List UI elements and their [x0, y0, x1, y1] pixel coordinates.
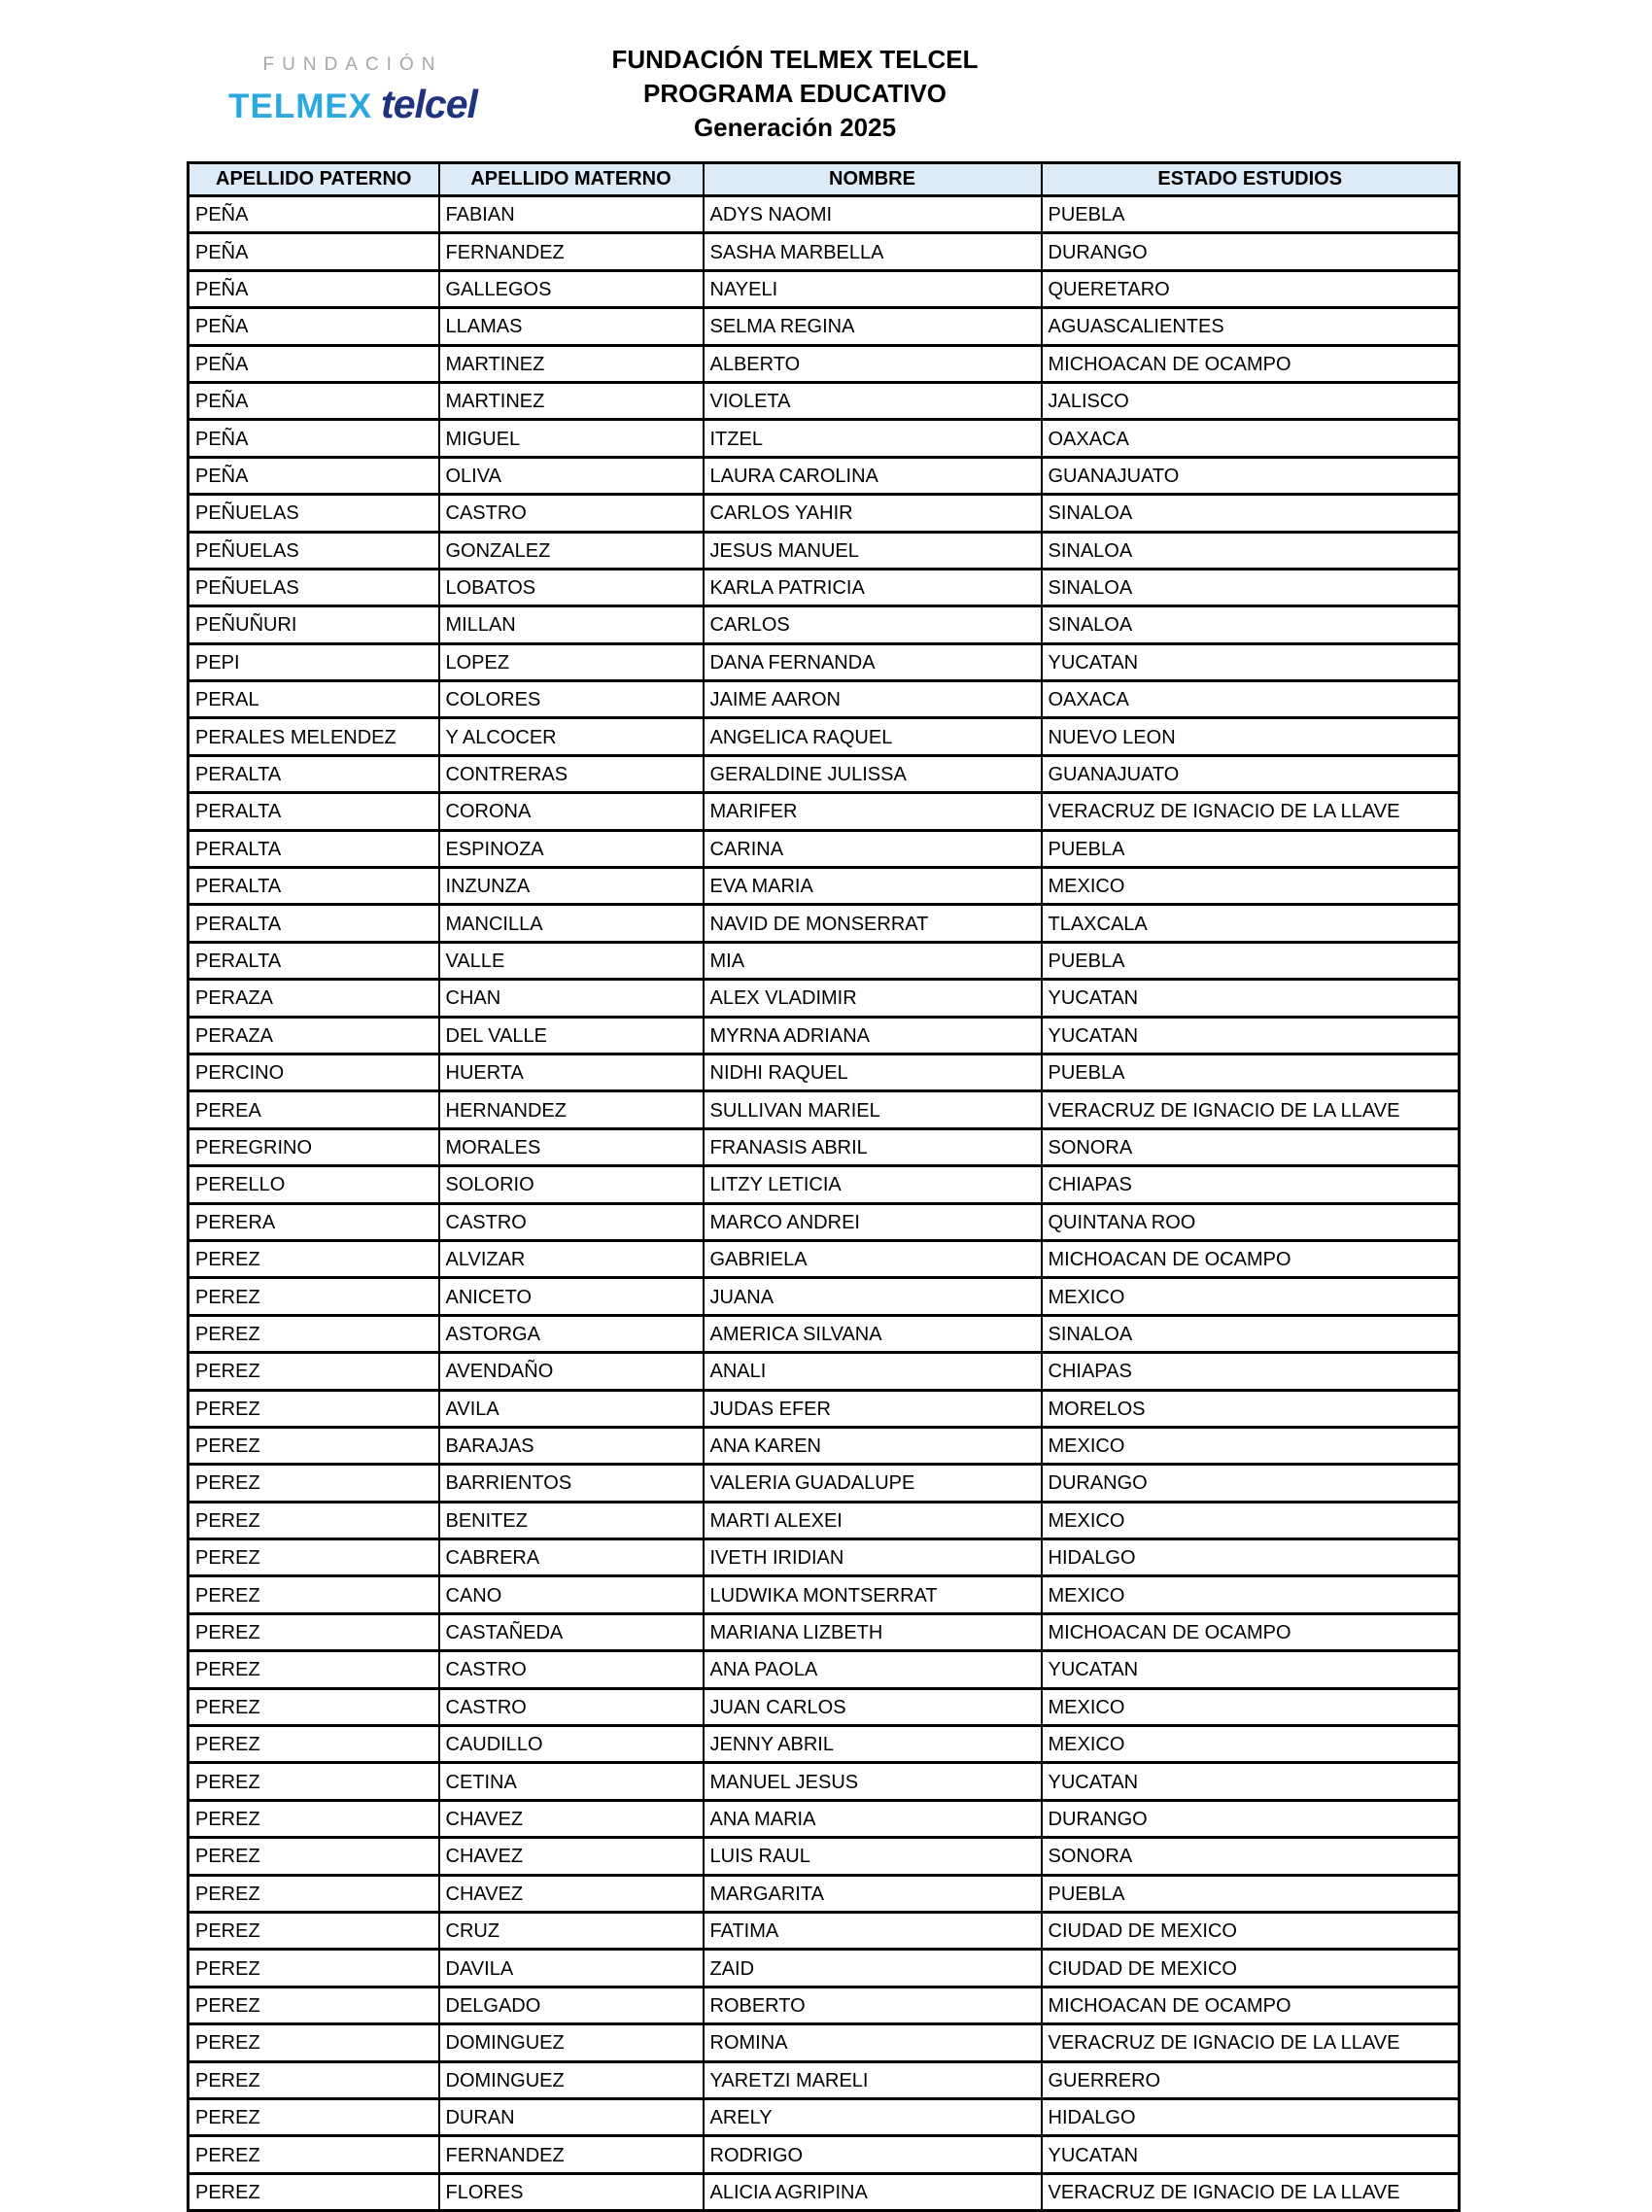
- table-row: [189, 532, 1460, 569]
- cell-apellido-materno: DAVILA: [439, 1950, 704, 1987]
- table-row: [189, 382, 1460, 419]
- table-row: [189, 233, 1460, 270]
- cell-estado-estudios: VERACRUZ DE IGNACIO DE LA LLAVE: [1042, 2024, 1460, 2061]
- table-row: [189, 905, 1460, 942]
- table-row: [189, 2136, 1460, 2173]
- cell-nombre: ANGELICA RAQUEL: [704, 718, 1042, 755]
- cell-apellido-materno: LOPEZ: [439, 643, 704, 680]
- cell-apellido-materno: MIGUEL: [439, 420, 704, 457]
- telmex-telcel-logo: [222, 54, 484, 127]
- cell-nombre: YARETZI MARELI: [704, 2061, 1042, 2098]
- cell-estado-estudios: MEXICO: [1042, 1502, 1460, 1538]
- cell-apellido-paterno: PEREZ: [189, 2061, 439, 2098]
- cell-nombre: MARCO ANDREI: [704, 1203, 1042, 1240]
- table-row: [189, 830, 1460, 867]
- cell-nombre: FATIMA: [704, 1912, 1042, 1949]
- cell-apellido-paterno: PEÑA: [189, 420, 439, 457]
- cell-apellido-paterno: PERALTA: [189, 905, 439, 942]
- logo-fundacion-text: FUNDACIÓN: [262, 54, 443, 75]
- table-row: [189, 643, 1460, 680]
- cell-nombre: CARLOS YAHIR: [704, 495, 1042, 532]
- cell-estado-estudios: MORELOS: [1042, 1390, 1460, 1427]
- cell-apellido-paterno: PEREZ: [189, 2173, 439, 2210]
- cell-estado-estudios: MICHOACAN DE OCAMPO: [1042, 1987, 1460, 2023]
- cell-estado-estudios: VERACRUZ DE IGNACIO DE LA LLAVE: [1042, 2173, 1460, 2210]
- cell-apellido-materno: CAUDILLO: [439, 1726, 704, 1763]
- cell-apellido-materno: CASTRO: [439, 1203, 704, 1240]
- cell-apellido-materno: CHAVEZ: [439, 1800, 704, 1837]
- cell-apellido-materno: ALVIZAR: [439, 1240, 704, 1277]
- table-row: [189, 1390, 1460, 1427]
- cell-apellido-paterno: PEÑA: [189, 196, 439, 233]
- cell-estado-estudios: MEXICO: [1042, 868, 1460, 905]
- cell-estado-estudios: MEXICO: [1042, 1427, 1460, 1464]
- table-row: [189, 1726, 1460, 1763]
- cell-apellido-materno: AVENDAÑO: [439, 1353, 704, 1390]
- cell-apellido-materno: CASTRO: [439, 495, 704, 532]
- table-row: [189, 942, 1460, 979]
- cell-nombre: CARLOS: [704, 606, 1042, 643]
- cell-apellido-paterno: PEREZ: [189, 1912, 439, 1949]
- header-apellido-paterno: APELLIDO PATERNO: [189, 163, 439, 196]
- cell-apellido-materno: CANO: [439, 1576, 704, 1613]
- cell-apellido-paterno: PEREZ: [189, 1763, 439, 1800]
- cell-estado-estudios: PUEBLA: [1042, 830, 1460, 867]
- table-row: [189, 2061, 1460, 2098]
- table-body: [189, 196, 1460, 2211]
- cell-apellido-materno: HUERTA: [439, 1054, 704, 1090]
- cell-apellido-materno: DEL VALLE: [439, 1017, 704, 1054]
- cell-nombre: LUDWIKA MONTSERRAT: [704, 1576, 1042, 1613]
- cell-apellido-materno: CASTRO: [439, 1688, 704, 1725]
- cell-apellido-materno: INZUNZA: [439, 868, 704, 905]
- cell-nombre: ANA PAOLA: [704, 1651, 1042, 1688]
- cell-estado-estudios: AGUASCALIENTES: [1042, 308, 1460, 345]
- cell-apellido-paterno: PEREZ: [189, 1427, 439, 1464]
- cell-estado-estudios: GUANAJUATO: [1042, 755, 1460, 792]
- table-row: [189, 1502, 1460, 1538]
- cell-apellido-materno: OLIVA: [439, 457, 704, 494]
- cell-estado-estudios: OAXACA: [1042, 420, 1460, 457]
- cell-estado-estudios: JALISCO: [1042, 382, 1460, 419]
- cell-estado-estudios: HIDALGO: [1042, 1539, 1460, 1576]
- cell-nombre: MARGARITA: [704, 1875, 1042, 1912]
- cell-apellido-paterno: PEREZ: [189, 1987, 439, 2023]
- cell-nombre: JAIME AARON: [704, 681, 1042, 718]
- cell-nombre: MIA: [704, 942, 1042, 979]
- cell-apellido-materno: HERNANDEZ: [439, 1091, 704, 1128]
- document-title: [581, 43, 1009, 145]
- cell-apellido-paterno: PEÑA: [189, 345, 439, 382]
- cell-estado-estudios: DURANGO: [1042, 1800, 1460, 1837]
- cell-estado-estudios: HIDALGO: [1042, 2098, 1460, 2135]
- title-line-3: Generación 2025: [693, 113, 897, 142]
- cell-nombre: MARIFER: [704, 793, 1042, 830]
- cell-apellido-materno: ANICETO: [439, 1278, 704, 1315]
- cell-apellido-materno: CHAVEZ: [439, 1838, 704, 1875]
- students-table: [187, 161, 1461, 2212]
- cell-estado-estudios: YUCATAN: [1042, 980, 1460, 1017]
- cell-estado-estudios: MEXICO: [1042, 1576, 1460, 1613]
- cell-apellido-paterno: PEREZ: [189, 1651, 439, 1688]
- cell-apellido-paterno: PEREZ: [189, 1688, 439, 1725]
- cell-estado-estudios: DURANGO: [1042, 233, 1460, 270]
- cell-apellido-paterno: PERAZA: [189, 1017, 439, 1054]
- cell-estado-estudios: MICHOACAN DE OCAMPO: [1042, 345, 1460, 382]
- cell-apellido-materno: COLORES: [439, 681, 704, 718]
- cell-nombre: NIDHI RAQUEL: [704, 1054, 1042, 1090]
- title-line-1: FUNDACIÓN TELMEX TELCEL: [611, 45, 979, 74]
- table-header-row: [189, 163, 1460, 196]
- cell-estado-estudios: SINALOA: [1042, 1315, 1460, 1352]
- table-row: [189, 569, 1460, 605]
- cell-apellido-paterno: PERAL: [189, 681, 439, 718]
- table-row: [189, 980, 1460, 1017]
- cell-estado-estudios: GUERRERO: [1042, 2061, 1460, 2098]
- table-row: [189, 308, 1460, 345]
- cell-apellido-materno: CASTAÑEDA: [439, 1613, 704, 1650]
- cell-nombre: IVETH IRIDIAN: [704, 1539, 1042, 1576]
- cell-apellido-materno: MARTINEZ: [439, 382, 704, 419]
- cell-apellido-materno: SOLORIO: [439, 1166, 704, 1203]
- cell-nombre: NAVID DE MONSERRAT: [704, 905, 1042, 942]
- cell-nombre: ROMINA: [704, 2024, 1042, 2061]
- cell-estado-estudios: YUCATAN: [1042, 643, 1460, 680]
- cell-apellido-paterno: PEREZ: [189, 1950, 439, 1987]
- cell-nombre: SULLIVAN MARIEL: [704, 1091, 1042, 1128]
- cell-nombre: SASHA MARBELLA: [704, 233, 1042, 270]
- cell-apellido-paterno: PEÑUELAS: [189, 532, 439, 569]
- table-row: [189, 1800, 1460, 1837]
- cell-estado-estudios: YUCATAN: [1042, 2136, 1460, 2173]
- cell-apellido-paterno: PEREZ: [189, 2136, 439, 2173]
- table-row: [189, 420, 1460, 457]
- cell-estado-estudios: YUCATAN: [1042, 1763, 1460, 1800]
- cell-apellido-materno: CONTRERAS: [439, 755, 704, 792]
- cell-apellido-materno: MANCILLA: [439, 905, 704, 942]
- cell-apellido-paterno: PEÑA: [189, 308, 439, 345]
- cell-apellido-paterno: PERAZA: [189, 980, 439, 1017]
- cell-estado-estudios: SINALOA: [1042, 532, 1460, 569]
- title-line-2: PROGRAMA EDUCATIVO: [643, 79, 946, 108]
- table-row: [189, 1613, 1460, 1650]
- cell-apellido-materno: FERNANDEZ: [439, 2136, 704, 2173]
- cell-apellido-paterno: PERALTA: [189, 942, 439, 979]
- cell-apellido-paterno: PERALES MELENDEZ: [189, 718, 439, 755]
- cell-estado-estudios: CIUDAD DE MEXICO: [1042, 1950, 1460, 1987]
- cell-estado-estudios: SINALOA: [1042, 495, 1460, 532]
- cell-nombre: ALEX VLADIMIR: [704, 980, 1042, 1017]
- cell-apellido-paterno: PEÑA: [189, 382, 439, 419]
- cell-apellido-materno: BARAJAS: [439, 1427, 704, 1464]
- cell-apellido-materno: ESPINOZA: [439, 830, 704, 867]
- cell-nombre: NAYELI: [704, 270, 1042, 307]
- cell-apellido-materno: VALLE: [439, 942, 704, 979]
- cell-nombre: MYRNA ADRIANA: [704, 1017, 1042, 1054]
- cell-apellido-paterno: PEREZ: [189, 2024, 439, 2061]
- cell-apellido-paterno: PERERA: [189, 1203, 439, 1240]
- cell-apellido-materno: MORALES: [439, 1128, 704, 1165]
- cell-nombre: JUDAS EFER: [704, 1390, 1042, 1427]
- cell-apellido-materno: GALLEGOS: [439, 270, 704, 307]
- cell-estado-estudios: PUEBLA: [1042, 942, 1460, 979]
- table-row: [189, 1054, 1460, 1090]
- cell-apellido-materno: DOMINGUEZ: [439, 2024, 704, 2061]
- cell-estado-estudios: SINALOA: [1042, 606, 1460, 643]
- table-row: [189, 1353, 1460, 1390]
- cell-apellido-materno: DURAN: [439, 2098, 704, 2135]
- table-row: [189, 1912, 1460, 1949]
- cell-apellido-materno: CASTRO: [439, 1651, 704, 1688]
- cell-apellido-paterno: PEREZ: [189, 1315, 439, 1352]
- table-row: [189, 345, 1460, 382]
- cell-estado-estudios: CIUDAD DE MEXICO: [1042, 1912, 1460, 1949]
- cell-estado-estudios: SONORA: [1042, 1838, 1460, 1875]
- table-row: [189, 1651, 1460, 1688]
- cell-nombre: ANALI: [704, 1353, 1042, 1390]
- cell-nombre: LAURA CAROLINA: [704, 457, 1042, 494]
- cell-apellido-paterno: PEREZ: [189, 1390, 439, 1427]
- cell-estado-estudios: GUANAJUATO: [1042, 457, 1460, 494]
- cell-apellido-paterno: PEREZ: [189, 1875, 439, 1912]
- cell-apellido-materno: DOMINGUEZ: [439, 2061, 704, 2098]
- cell-nombre: MARIANA LIZBETH: [704, 1613, 1042, 1650]
- cell-estado-estudios: NUEVO LEON: [1042, 718, 1460, 755]
- cell-apellido-paterno: PEÑUÑURI: [189, 606, 439, 643]
- cell-nombre: ANA KAREN: [704, 1427, 1042, 1464]
- cell-apellido-materno: BENITEZ: [439, 1502, 704, 1538]
- cell-apellido-paterno: PERALTA: [189, 793, 439, 830]
- cell-apellido-materno: LOBATOS: [439, 569, 704, 605]
- table-row: [189, 681, 1460, 718]
- cell-nombre: RODRIGO: [704, 2136, 1042, 2173]
- cell-apellido-materno: CABRERA: [439, 1539, 704, 1576]
- cell-nombre: VALERIA GUADALUPE: [704, 1465, 1042, 1502]
- cell-apellido-paterno: PEREGRINO: [189, 1128, 439, 1165]
- table-row: [189, 196, 1460, 233]
- cell-estado-estudios: CHIAPAS: [1042, 1353, 1460, 1390]
- table-row: [189, 2098, 1460, 2135]
- cell-estado-estudios: MICHOACAN DE OCAMPO: [1042, 1613, 1460, 1650]
- cell-nombre: ANA MARIA: [704, 1800, 1042, 1837]
- cell-nombre: JUANA: [704, 1278, 1042, 1315]
- cell-nombre: JENNY ABRIL: [704, 1726, 1042, 1763]
- cell-estado-estudios: QUERETARO: [1042, 270, 1460, 307]
- cell-apellido-paterno: PERALTA: [189, 830, 439, 867]
- cell-nombre: AMERICA SILVANA: [704, 1315, 1042, 1352]
- cell-apellido-materno: CHAVEZ: [439, 1875, 704, 1912]
- cell-apellido-paterno: PEREZ: [189, 1726, 439, 1763]
- cell-apellido-paterno: PEÑUELAS: [189, 569, 439, 605]
- cell-estado-estudios: MICHOACAN DE OCAMPO: [1042, 1240, 1460, 1277]
- cell-nombre: ZAID: [704, 1950, 1042, 1987]
- cell-apellido-paterno: PEREZ: [189, 1576, 439, 1613]
- cell-nombre: FRANASIS ABRIL: [704, 1128, 1042, 1165]
- cell-apellido-paterno: PERALTA: [189, 755, 439, 792]
- cell-nombre: ADYS NAOMI: [704, 196, 1042, 233]
- cell-nombre: GABRIELA: [704, 1240, 1042, 1277]
- table-row: [189, 270, 1460, 307]
- cell-nombre: CARINA: [704, 830, 1042, 867]
- cell-estado-estudios: PUEBLA: [1042, 1054, 1460, 1090]
- table-row: [189, 1278, 1460, 1315]
- cell-apellido-materno: MILLAN: [439, 606, 704, 643]
- cell-nombre: LUIS RAUL: [704, 1838, 1042, 1875]
- logo-telcel-text: telcel: [381, 82, 477, 126]
- cell-nombre: MARTI ALEXEI: [704, 1502, 1042, 1538]
- students-table-container: [187, 161, 1461, 2212]
- logo-telmex-text: TELMEX: [228, 87, 373, 125]
- cell-apellido-paterno: PEREZ: [189, 1502, 439, 1538]
- table-row: [189, 495, 1460, 532]
- cell-nombre: EVA MARIA: [704, 868, 1042, 905]
- table-row: [189, 1838, 1460, 1875]
- table-row: [189, 1166, 1460, 1203]
- cell-nombre: JUAN CARLOS: [704, 1688, 1042, 1725]
- table-row: [189, 1091, 1460, 1128]
- table-row: [189, 1203, 1460, 1240]
- cell-apellido-paterno: PEREZ: [189, 1240, 439, 1277]
- cell-nombre: DANA FERNANDA: [704, 643, 1042, 680]
- cell-nombre: ALBERTO: [704, 345, 1042, 382]
- cell-nombre: VIOLETA: [704, 382, 1042, 419]
- cell-apellido-paterno: PEREZ: [189, 2098, 439, 2135]
- table-row: [189, 1987, 1460, 2023]
- cell-apellido-paterno: PEREA: [189, 1091, 439, 1128]
- cell-nombre: ALICIA AGRIPINA: [704, 2173, 1042, 2210]
- cell-estado-estudios: DURANGO: [1042, 1465, 1460, 1502]
- cell-estado-estudios: VERACRUZ DE IGNACIO DE LA LLAVE: [1042, 1091, 1460, 1128]
- cell-apellido-materno: MARTINEZ: [439, 345, 704, 382]
- cell-nombre: JESUS MANUEL: [704, 532, 1042, 569]
- table-row: [189, 2173, 1460, 2210]
- cell-estado-estudios: YUCATAN: [1042, 1017, 1460, 1054]
- table-row: [189, 1315, 1460, 1352]
- cell-apellido-materno: CRUZ: [439, 1912, 704, 1949]
- cell-nombre: SELMA REGINA: [704, 308, 1042, 345]
- table-row: [189, 1875, 1460, 1912]
- cell-estado-estudios: TLAXCALA: [1042, 905, 1460, 942]
- cell-apellido-materno: FERNANDEZ: [439, 233, 704, 270]
- table-row: [189, 718, 1460, 755]
- table-row: [189, 1539, 1460, 1576]
- table-row: [189, 1465, 1460, 1502]
- table-row: [189, 457, 1460, 494]
- cell-apellido-materno: ASTORGA: [439, 1315, 704, 1352]
- table-row: [189, 1128, 1460, 1165]
- table-row: [189, 2024, 1460, 2061]
- cell-apellido-paterno: PEREZ: [189, 1838, 439, 1875]
- cell-estado-estudios: PUEBLA: [1042, 1875, 1460, 1912]
- cell-estado-estudios: QUINTANA ROO: [1042, 1203, 1460, 1240]
- cell-apellido-paterno: PEREZ: [189, 1613, 439, 1650]
- cell-estado-estudios: OAXACA: [1042, 681, 1460, 718]
- table-row: [189, 1427, 1460, 1464]
- cell-apellido-materno: BARRIENTOS: [439, 1465, 704, 1502]
- table-row: [189, 1950, 1460, 1987]
- cell-nombre: KARLA PATRICIA: [704, 569, 1042, 605]
- cell-apellido-paterno: PEÑUELAS: [189, 495, 439, 532]
- cell-apellido-paterno: PEREZ: [189, 1278, 439, 1315]
- table-row: [189, 755, 1460, 792]
- table-row: [189, 1017, 1460, 1054]
- cell-nombre: LITZY LETICIA: [704, 1166, 1042, 1203]
- cell-estado-estudios: SINALOA: [1042, 569, 1460, 605]
- header-estado-estudios: ESTADO ESTUDIOS: [1042, 163, 1460, 196]
- table-row: [189, 793, 1460, 830]
- cell-apellido-materno: Y ALCOCER: [439, 718, 704, 755]
- cell-nombre: ARELY: [704, 2098, 1042, 2135]
- cell-apellido-paterno: PEÑA: [189, 233, 439, 270]
- cell-apellido-materno: FABIAN: [439, 196, 704, 233]
- table-row: [189, 1763, 1460, 1800]
- cell-apellido-materno: CORONA: [439, 793, 704, 830]
- cell-apellido-paterno: PERCINO: [189, 1054, 439, 1090]
- cell-estado-estudios: PUEBLA: [1042, 196, 1460, 233]
- cell-apellido-materno: FLORES: [439, 2173, 704, 2210]
- cell-apellido-materno: GONZALEZ: [439, 532, 704, 569]
- table-row: [189, 1688, 1460, 1725]
- cell-nombre: MANUEL JESUS: [704, 1763, 1042, 1800]
- cell-apellido-paterno: PEÑA: [189, 270, 439, 307]
- cell-estado-estudios: CHIAPAS: [1042, 1166, 1460, 1203]
- cell-nombre: ROBERTO: [704, 1987, 1042, 2023]
- cell-estado-estudios: YUCATAN: [1042, 1651, 1460, 1688]
- cell-estado-estudios: MEXICO: [1042, 1688, 1460, 1725]
- table-row: [189, 1576, 1460, 1613]
- header-apellido-materno: APELLIDO MATERNO: [439, 163, 704, 196]
- table-row: [189, 1240, 1460, 1277]
- cell-apellido-paterno: PEREZ: [189, 1465, 439, 1502]
- cell-apellido-paterno: PEREZ: [189, 1800, 439, 1837]
- cell-estado-estudios: SONORA: [1042, 1128, 1460, 1165]
- cell-apellido-paterno: PERALTA: [189, 868, 439, 905]
- cell-estado-estudios: MEXICO: [1042, 1278, 1460, 1315]
- table-row: [189, 868, 1460, 905]
- cell-estado-estudios: MEXICO: [1042, 1726, 1460, 1763]
- logo-wordmark: [222, 82, 484, 127]
- cell-estado-estudios: VERACRUZ DE IGNACIO DE LA LLAVE: [1042, 793, 1460, 830]
- table-row: [189, 606, 1460, 643]
- cell-nombre: GERALDINE JULISSA: [704, 755, 1042, 792]
- cell-apellido-paterno: PEREZ: [189, 1353, 439, 1390]
- cell-apellido-materno: AVILA: [439, 1390, 704, 1427]
- cell-apellido-materno: CETINA: [439, 1763, 704, 1800]
- cell-apellido-materno: DELGADO: [439, 1987, 704, 2023]
- cell-apellido-materno: LLAMAS: [439, 308, 704, 345]
- header-nombre: NOMBRE: [704, 163, 1042, 196]
- cell-apellido-paterno: PEPI: [189, 643, 439, 680]
- cell-apellido-paterno: PEÑA: [189, 457, 439, 494]
- cell-apellido-paterno: PERELLO: [189, 1166, 439, 1203]
- cell-apellido-paterno: PEREZ: [189, 1539, 439, 1576]
- cell-nombre: ITZEL: [704, 420, 1042, 457]
- cell-apellido-materno: CHAN: [439, 980, 704, 1017]
